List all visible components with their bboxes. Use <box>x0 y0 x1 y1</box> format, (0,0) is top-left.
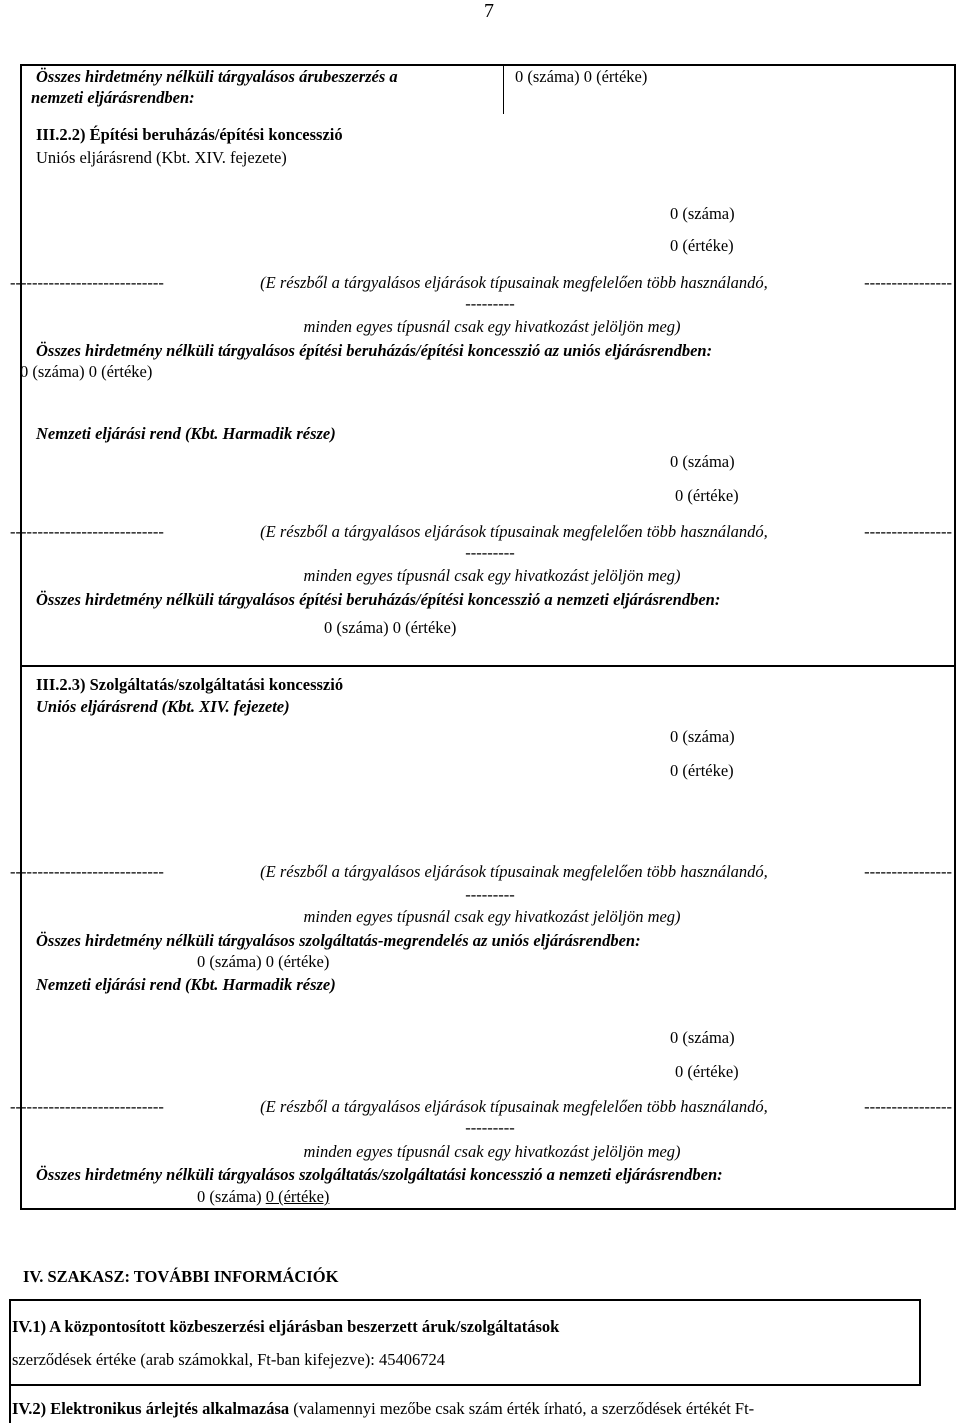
s5-dash-line <box>10 1097 952 1117</box>
s4-dash-mid: (E részből a tárgyalásos eljárások típusainak megfelelően több használandó, <box>260 862 768 881</box>
iv1-text: szerződések értéke (arab számokkal, Ft-ban kifejezve): 45406724 <box>12 1350 445 1369</box>
s1-value: 0 (száma) 0 (értéke) <box>515 67 648 86</box>
iv-heading: IV. SZAKASZ: TOVÁBBI INFORMÁCIÓK <box>23 1267 339 1286</box>
iv1-title: IV.1) A központosított közbeszerzési eljárásban beszerzett áruk/szolgáltatások <box>12 1317 560 1336</box>
s2-total-value: 0 (száma) 0 (értéke) <box>20 362 153 381</box>
section-divider <box>20 665 956 667</box>
s5-subheading: Nemzeti eljárási rend (Kbt. Harmadik része) <box>36 975 336 994</box>
s3-dash-line <box>10 522 952 542</box>
s2-dash-mid: (E részből a tárgyalásos eljárások típusainak megfelelően több használandó, <box>260 273 768 292</box>
s4-dash-small: --------- <box>465 885 515 904</box>
box-border-left <box>20 64 22 1210</box>
s2-note: minden egyes típusnál csak egy hivatkozást jelöljön meg) <box>303 317 681 336</box>
s3-subheading: Nemzeti eljárási rend (Kbt. Harmadik része) <box>36 424 336 443</box>
s3-dash-small: --------- <box>465 543 515 562</box>
s4-total-value: 0 (száma) 0 (értéke) <box>197 952 330 971</box>
iv2-title: IV.2) Elektronikus árlejtés alkalmazása <box>12 1399 290 1418</box>
s3-note: minden egyes típusnál csak egy hivatkozást jelöljön meg) <box>303 566 681 585</box>
s5-dash-small: --------- <box>465 1118 515 1137</box>
s3-total: Összes hirdetmény nélküli tárgyalásos építési beruházás/építési koncesszió a nemzeti eljárásrendben: <box>36 590 721 609</box>
s5-dash-left: ---------------------------- <box>10 1097 164 1116</box>
s2-subheading: Uniós eljárásrend (Kbt. XIV. fejezete) <box>36 148 287 167</box>
s4-note: minden egyes típusnál csak egy hivatkozást jelöljön meg) <box>303 907 681 926</box>
box-border-right <box>954 64 956 1210</box>
s2-dash-right: ---------------- <box>864 273 952 292</box>
s4-dash-right: ---------------- <box>864 862 952 881</box>
iv1-box-top <box>9 1299 921 1301</box>
s3-dash-left: ---------------------------- <box>10 522 164 541</box>
iv1-box-left <box>9 1299 11 1423</box>
s3-total-value: 0 (száma) 0 (értéke) <box>324 618 457 637</box>
s4-total: Összes hirdetmény nélküli tárgyalásos szolgáltatás-megrendelés az uniós eljárásrendben: <box>36 931 641 950</box>
s2-heading: III.2.2) Építési beruházás/építési koncesszió <box>36 125 343 144</box>
s5-erteke: 0 (értéke) <box>675 1062 739 1081</box>
s5-note: minden egyes típusnál csak egy hivatkozást jelöljön meg) <box>303 1142 681 1161</box>
s2-erteke: 0 (értéke) <box>670 236 734 255</box>
column-divider <box>503 64 504 114</box>
s5-total-value <box>197 1187 329 1207</box>
s4-szama: 0 (száma) <box>670 727 735 746</box>
s2-dash-small: --------- <box>465 294 515 313</box>
s5-dash-right: ---------------- <box>864 1097 952 1116</box>
s5-total: Összes hirdetmény nélküli tárgyalásos szolgáltatás/szolgáltatási koncesszió a nemzeti eljárásrendben: <box>36 1165 723 1184</box>
s1-title-line1: Összes hirdetmény nélküli tárgyalásos árubeszerzés a <box>36 67 398 86</box>
s3-erteke: 0 (értéke) <box>675 486 739 505</box>
s5-szama: 0 (száma) <box>670 1028 735 1047</box>
s3-dash-right: ---------------- <box>864 522 952 541</box>
s4-dash-line <box>10 862 952 882</box>
s2-dash-line <box>10 273 952 293</box>
s5-total-amount: 0 (értéke) <box>265 1187 330 1206</box>
s4-subheading: Uniós eljárásrend (Kbt. XIV. fejezete) <box>36 697 290 716</box>
s2-szama: 0 (száma) <box>670 204 735 223</box>
iv1-box-right <box>919 1299 921 1385</box>
s5-dash-mid: (E részből a tárgyalásos eljárások típusainak megfelelően több használandó, <box>260 1097 768 1116</box>
s4-heading: III.2.3) Szolgáltatás/szolgáltatási koncesszió <box>36 675 344 694</box>
s4-dash-left: ---------------------------- <box>10 862 164 881</box>
box-border-top <box>20 64 956 66</box>
iv2-line <box>12 1399 754 1419</box>
s5-total-count: 0 (száma) <box>197 1187 266 1206</box>
s4-erteke: 0 (értéke) <box>670 761 734 780</box>
page-number: 7 <box>484 0 494 22</box>
s2-dash-left: ---------------------------- <box>10 273 164 292</box>
s1-title-line2: nemzeti eljárásrendben: <box>31 88 195 107</box>
s3-szama: 0 (száma) <box>670 452 735 471</box>
iv1-box-bottom <box>9 1384 921 1386</box>
iv2-text: (valamennyi mezőbe csak szám érték írható, a szerződések értékét Ft- <box>289 1399 755 1418</box>
box-border-bottom <box>20 1208 956 1210</box>
s3-dash-mid: (E részből a tárgyalásos eljárások típusainak megfelelően több használandó, <box>260 522 768 541</box>
s2-total: Összes hirdetmény nélküli tárgyalásos építési beruházás/építési koncesszió az uniós eljárásrendben: <box>36 341 713 360</box>
